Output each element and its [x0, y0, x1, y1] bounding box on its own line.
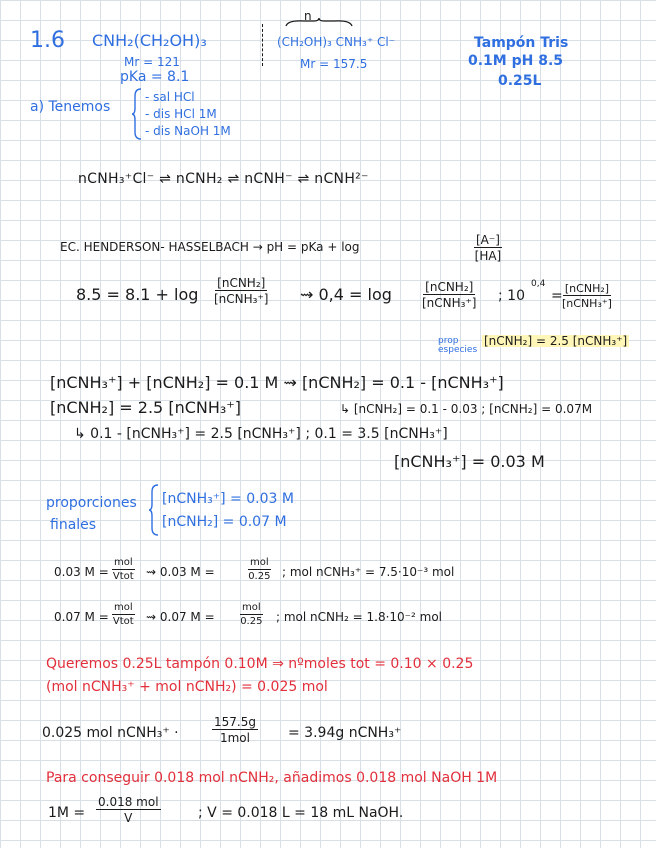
mol2-f1-den: Vtot — [112, 616, 134, 627]
naoh-tail: ; V = 0.018 L = 18 mL NaOH. — [198, 805, 404, 821]
compound-formula: CNH₂(CH₂OH)₃ — [92, 31, 207, 50]
compound-pka: pKa = 8.1 — [120, 69, 190, 85]
henderson-denominator: [HA] — [474, 249, 502, 263]
buffer-concentration: 0.1M pH 8.5 — [468, 53, 564, 69]
system-line-3: ↳ 0.1 - [nCNH₃⁺] = 2.5 [nCNH₃⁺] ; 0.1 = 3.5 [nCNH₃⁺] — [74, 426, 448, 442]
part-a-item-2: - dis HCl 1M — [145, 107, 217, 121]
step1-fraction-2 — [422, 281, 477, 309]
mol1-f2-num: mol — [250, 557, 269, 568]
part-a-item-1: - sal HCl — [145, 90, 195, 104]
mass-num: 157.5g — [214, 715, 256, 729]
mol1-middle: ⇝ 0.03 M = — [146, 565, 215, 579]
mol2-f2-num: mol — [242, 602, 261, 613]
mass-den: 1mol — [219, 731, 250, 745]
mol1-f1-num: mol — [114, 557, 133, 568]
step1-lead: 8.5 = 8.1 + log — [76, 285, 199, 304]
naoh-den: V — [124, 811, 133, 825]
n-mark: n — [304, 9, 312, 23]
step1-power: ; 10 — [498, 288, 525, 304]
buffer-title: Tampón Tris — [474, 35, 569, 51]
buffer-volume: 0.25L — [498, 73, 542, 89]
mol1-f1-den: Vtot — [112, 571, 134, 582]
mol2-fraction-1 — [112, 603, 135, 627]
step1-exponent: 0,4 — [531, 279, 546, 289]
system-line-2: [nCNH₂] = 2.5 [nCNH₃⁺] — [50, 398, 241, 417]
step1-fraction-1 — [214, 277, 269, 305]
henderson-fraction — [474, 234, 502, 262]
mol1-tail: ; mol nCNH₃⁺ = 7.5·10⁻³ mol — [282, 565, 455, 579]
final-brace-icon — [148, 484, 160, 536]
final-value-2: [nCNH₂] = 0.07 M — [162, 514, 287, 530]
mass-lead: 0.025 mol nCNH₃⁺ · — [42, 725, 179, 741]
system-result: [nCNH₃⁺] = 0.03 M — [394, 452, 545, 471]
naoh-fraction — [96, 796, 161, 824]
mass-tail: = 3.94g nCNH₃⁺ — [288, 725, 402, 741]
mol1-f2-den: 0.25 — [248, 571, 271, 582]
naoh-num: 0.018 mol — [98, 795, 159, 809]
proportions-note-label: prop especies — [438, 336, 478, 355]
mol1-lead: 0.03 M = — [54, 565, 109, 579]
step1-fraction-3 — [562, 283, 612, 309]
naoh-lead: 1M = — [48, 805, 86, 821]
system-line-2-right: ↳ [nCNH₂] = 0.1 - 0.03 ; [nCNH₂] = 0.07M — [340, 402, 593, 416]
red-line-1: Queremos 0.25L tampón 0.10M ⇒ nºmoles tot = 0.10 × 0.25 — [46, 656, 474, 672]
equilibrium-line: nCNH₃⁺Cl⁻ ⇌ nCNH₂ ⇌ nCNH⁻ ⇌ nCNH²⁻ — [78, 171, 369, 187]
final-label-2: finales — [50, 517, 97, 533]
step1-f3-num: [nCNH₂] — [564, 282, 610, 295]
part-a-label: a) Tenemos — [30, 99, 111, 115]
compound-mr: Mr = 121 — [124, 55, 180, 69]
mol2-fraction-2 — [240, 603, 263, 627]
final-label-1: proporciones — [46, 495, 137, 511]
mol2-f1-num: mol — [114, 602, 133, 613]
mol1-fraction-2 — [248, 558, 271, 582]
step1-f1-num: [nCNH₂] — [217, 276, 266, 290]
henderson-numerator: [A⁻] — [476, 233, 500, 247]
mol2-tail: ; mol nCNH₂ = 1.8·10⁻² mol — [276, 610, 443, 624]
salt-formula: (CH₂OH)₃ CNH₃⁺ Cl⁻ — [277, 35, 396, 49]
proportions-note-value: [nCNH₂] = 2.5 [nCNH₃⁺] — [484, 334, 628, 348]
mol2-f2-den: 0.25 — [240, 616, 263, 627]
part-a-item-3: - dis NaOH 1M — [145, 124, 231, 138]
step1-f3-den: [nCNH₃⁺] — [562, 297, 612, 310]
salt-mr: Mr = 157.5 — [300, 57, 368, 71]
overbrace-icon — [284, 18, 354, 28]
step1-middle: ⇝ 0,4 = log — [300, 285, 392, 304]
mass-fraction — [212, 716, 258, 744]
separator-line — [262, 24, 263, 66]
mol2-lead: 0.07 M = — [54, 610, 109, 624]
step1-f2-num: [nCNH₂] — [425, 280, 474, 294]
red-line-2: (mol nCNH₃⁺ + mol nCNH₂) = 0.025 mol — [46, 679, 328, 695]
brace-icon — [131, 88, 143, 140]
mol2-middle: ⇝ 0.07 M = — [146, 610, 215, 624]
red-line-3: Para conseguir 0.018 mol nCNH₂, añadimos 0.018 mol NaOH 1M — [46, 770, 498, 786]
henderson-label: EC. HENDERSON- HASSELBACH → pH = pKa + log — [60, 240, 360, 254]
problem-number: 1.6 — [30, 28, 65, 53]
step1-f2-den: [nCNH₃⁺] — [422, 296, 477, 310]
final-value-1: [nCNH₃⁺] = 0.03 M — [162, 491, 294, 507]
step1-equals: = — [551, 288, 563, 304]
system-line-1: [nCNH₃⁺] + [nCNH₂] = 0.1 M ⇝ [nCNH₂] = 0.1 - [nCNH₃⁺] — [50, 373, 504, 392]
mol1-fraction-1 — [112, 558, 135, 582]
step1-f1-den: [nCNH₃⁺] — [214, 292, 269, 306]
